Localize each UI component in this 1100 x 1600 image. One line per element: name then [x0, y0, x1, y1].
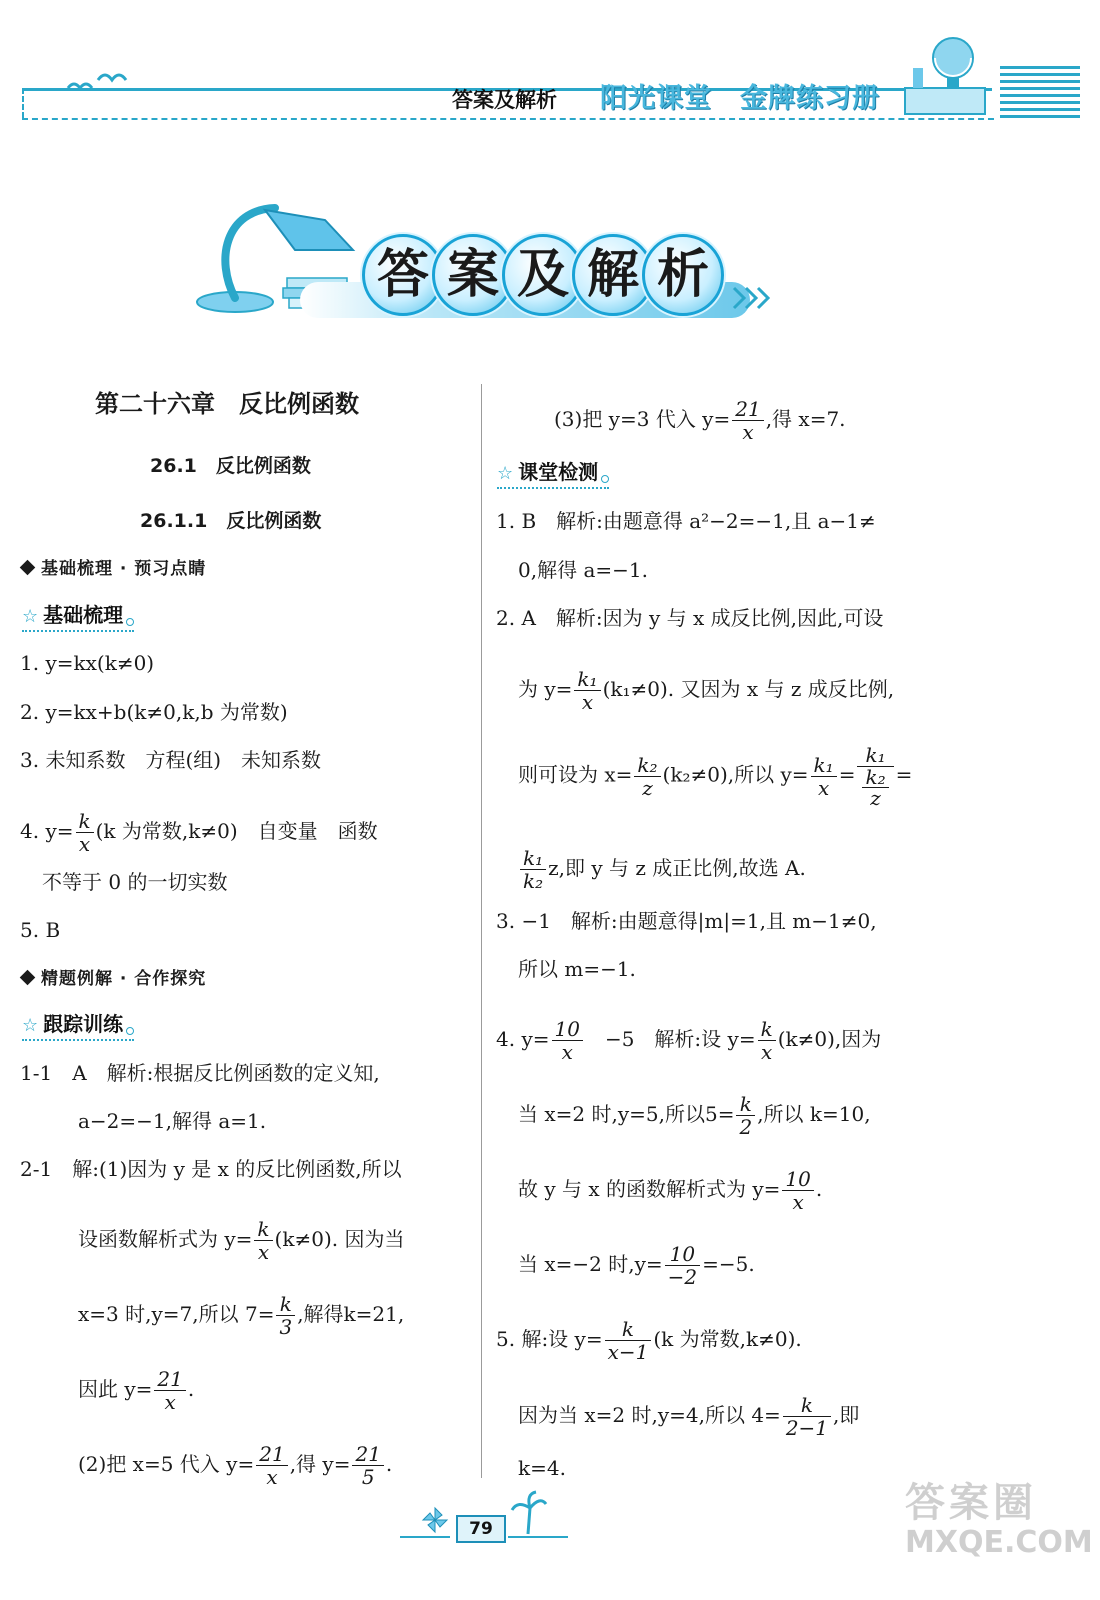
compound-fraction: $\frac{\text{k₁}}{\frac{\text{k₂}}{z}}$	[857, 744, 893, 808]
check-1-cont: 0,解得 a=−1.	[518, 558, 648, 582]
fraction: $\frac{\text{k₂}}{z}$	[634, 754, 660, 799]
banner-arrows-icon	[730, 284, 770, 312]
fraction: $\frac{10}{x}$	[552, 1018, 583, 1063]
fraction: $\frac{k}{x}$	[758, 1018, 776, 1063]
check-2-line3: 则可设为 x= $\frac{\text{k₂}}{z}$ (k₂≠0),所以 y= $\frac{\text{k₁}}{x}$ = $\frac{\text{k₁}}{\frac{\text{k₂}}{z}}$ =	[518, 743, 913, 810]
check-4: 4. y= $\frac{10}{x}$ −5 解析:设 y= $\frac{k}{x}$ (k≠0),因为	[496, 1017, 882, 1064]
problem-2-1-line3: x=3 时,y=7,所以 7= $\frac{k}{3}$ ,解得k=21,	[78, 1292, 405, 1339]
header-brand-left: 阳光课堂	[600, 83, 712, 114]
check-4-line3: 故 y 与 x 的函数解析式为 y= $\frac{10}{x}$ .	[518, 1167, 823, 1214]
footer-rule-right	[508, 1536, 568, 1538]
check-3: 3. −1 解析:由题意得|m|=1,且 m−1≠0,	[496, 909, 877, 933]
diamond-icon	[20, 970, 36, 986]
label-class-check: ☆ 课堂检测	[497, 460, 609, 489]
globe-desk-icon	[895, 30, 995, 118]
answer-line-2: 2. y=kx+b(k≠0,k,b 为常数)	[20, 700, 288, 724]
footer-rule-left	[400, 1536, 450, 1538]
header-section-title: 答案及解析	[452, 88, 557, 112]
check-2-line4: $\frac{\text{k₁}}{\text{k₂}}$ z,即 y 与 z 成正比例,故选 A.	[518, 847, 806, 892]
fraction: $\frac{k}{2}$	[736, 1093, 755, 1138]
banner-char-1: 答	[362, 234, 444, 316]
star-icon: ☆	[22, 606, 39, 627]
answer-line-4: 4. y= $\frac{k}{x}$ (k 为常数,k≠0) 自变量 函数	[20, 809, 378, 856]
header-stripes	[1000, 66, 1080, 122]
dot-icon	[126, 618, 134, 626]
page-number: 79	[456, 1515, 506, 1543]
problem-2-1: 2-1 解:(1)因为 y 是 x 的反比例函数,所以	[20, 1157, 402, 1181]
fraction: $\frac{k}{x-1}$	[605, 1318, 652, 1363]
fraction: $\frac{k}{2-1}$	[783, 1394, 831, 1439]
banner-char-3: 及	[502, 234, 584, 316]
answer-line-3: 3. 未知系数 方程(组) 未知系数	[20, 748, 322, 772]
chapter-title: 第二十六章 反比例函数	[95, 390, 359, 418]
check-4-line4: 当 x=−2 时,y= $\frac{10}{-2}$ =−5.	[518, 1242, 755, 1289]
section-title: 26.1 反比例函数	[150, 455, 311, 477]
fraction: $\frac{\text{k₂}}{z}$	[862, 767, 888, 808]
banner-char-2: 案	[432, 234, 514, 316]
problem-2-1-line2: 设函数解析式为 y= $\frac{k}{x}$ (k≠0). 因为当	[78, 1217, 405, 1264]
fraction: $\frac{\text{k₁}}{\text{k₂}}$	[520, 847, 546, 892]
problem-1-1-cont: a−2=−1,解得 a=1.	[78, 1109, 267, 1133]
birds-decoration	[60, 66, 140, 96]
answer-line-4-cont: 不等于 0 的一切实数	[42, 870, 228, 894]
check-3-cont: 所以 m=−1.	[518, 957, 636, 981]
fraction: $\frac{\text{k₁}}{x}$	[574, 668, 600, 713]
problem-1-1: 1-1 A 解析:根据反比例函数的定义知,	[20, 1061, 380, 1085]
answer-line-1: 1. y=kx(k≠0)	[20, 651, 155, 675]
check-4-line2: 当 x=2 时,y=5,所以5= $\frac{k}{2}$ ,所以 k=10,	[518, 1092, 871, 1139]
subsection-title: 26.1.1 反比例函数	[140, 510, 322, 532]
fraction: $\frac{k}{3}$	[276, 1293, 295, 1338]
fraction: $\frac{k}{x}$	[254, 1218, 272, 1263]
diamond-icon	[20, 560, 36, 576]
check-5-line3: k=4.	[518, 1456, 566, 1480]
palm-tree-icon	[508, 1490, 548, 1536]
check-2-line2: 为 y= $\frac{\text{k₁}}{x}$ (k₁≠0). 又因为 x 与 z 成反比例,	[518, 667, 895, 714]
check-1: 1. B 解析:由题意得 a²−2=−1,且 a−1≠	[496, 509, 876, 533]
fraction: $\frac{21}{x}$	[256, 1443, 287, 1488]
band-basics: 基础梳理 · 预习点睛	[22, 557, 206, 581]
banner-char-4: 解	[572, 234, 654, 316]
problem-2-1-line5: (2)把 x=5 代入 y= $\frac{21}{x}$ ,得 y= $\frac{21}{5}$ .	[78, 1442, 393, 1489]
check-5-line2: 因为当 x=2 时,y=4,所以 4= $\frac{k}{2-1}$ ,即	[518, 1393, 860, 1440]
fraction: $\frac{21}{5}$	[352, 1443, 383, 1488]
answer-line-5: 5. B	[20, 918, 61, 942]
fraction: $\frac{21}{x}$	[154, 1368, 185, 1413]
header-dashed-rule	[22, 118, 994, 120]
header-brand-right: 金牌练习册	[740, 83, 880, 114]
fraction: $\frac{21}{x}$	[732, 398, 763, 443]
watermark: 答案圈 MXQE.COM	[905, 1480, 1093, 1560]
problem-2-1-part3: (3)把 y=3 代入 y= $\frac{21}{x}$ ,得 x=7.	[554, 397, 846, 444]
band-examples: 精题例解 · 合作探究	[22, 967, 206, 991]
label-basics: ☆ 基础梳理	[22, 603, 134, 632]
check-5: 5. 解:设 y= $\frac{k}{x-1}$ (k 为常数,k≠0).	[496, 1317, 802, 1364]
fraction: $\frac{10}{x}$	[782, 1168, 813, 1213]
star-icon: ☆	[22, 1015, 39, 1036]
fraction: $\frac{k}{x}$	[76, 810, 94, 855]
dot-icon	[601, 475, 609, 483]
check-2: 2. A 解析:因为 y 与 x 成反比例,因此,可设	[496, 606, 884, 630]
problem-2-1-line4: 因此 y= $\frac{21}{x}$ .	[78, 1367, 195, 1414]
banner-char-5: 析	[642, 234, 724, 316]
column-divider	[481, 384, 482, 1478]
pinwheel-icon	[420, 1505, 450, 1535]
label-tracking: ☆ 跟踪训练	[22, 1012, 134, 1041]
dot-icon	[126, 1027, 134, 1035]
fraction: $\frac{\text{k₁}}{x}$	[811, 754, 837, 799]
star-icon: ☆	[497, 463, 514, 484]
fraction: $\frac{10}{-2}$	[665, 1243, 700, 1288]
header-side-rule	[22, 88, 24, 118]
